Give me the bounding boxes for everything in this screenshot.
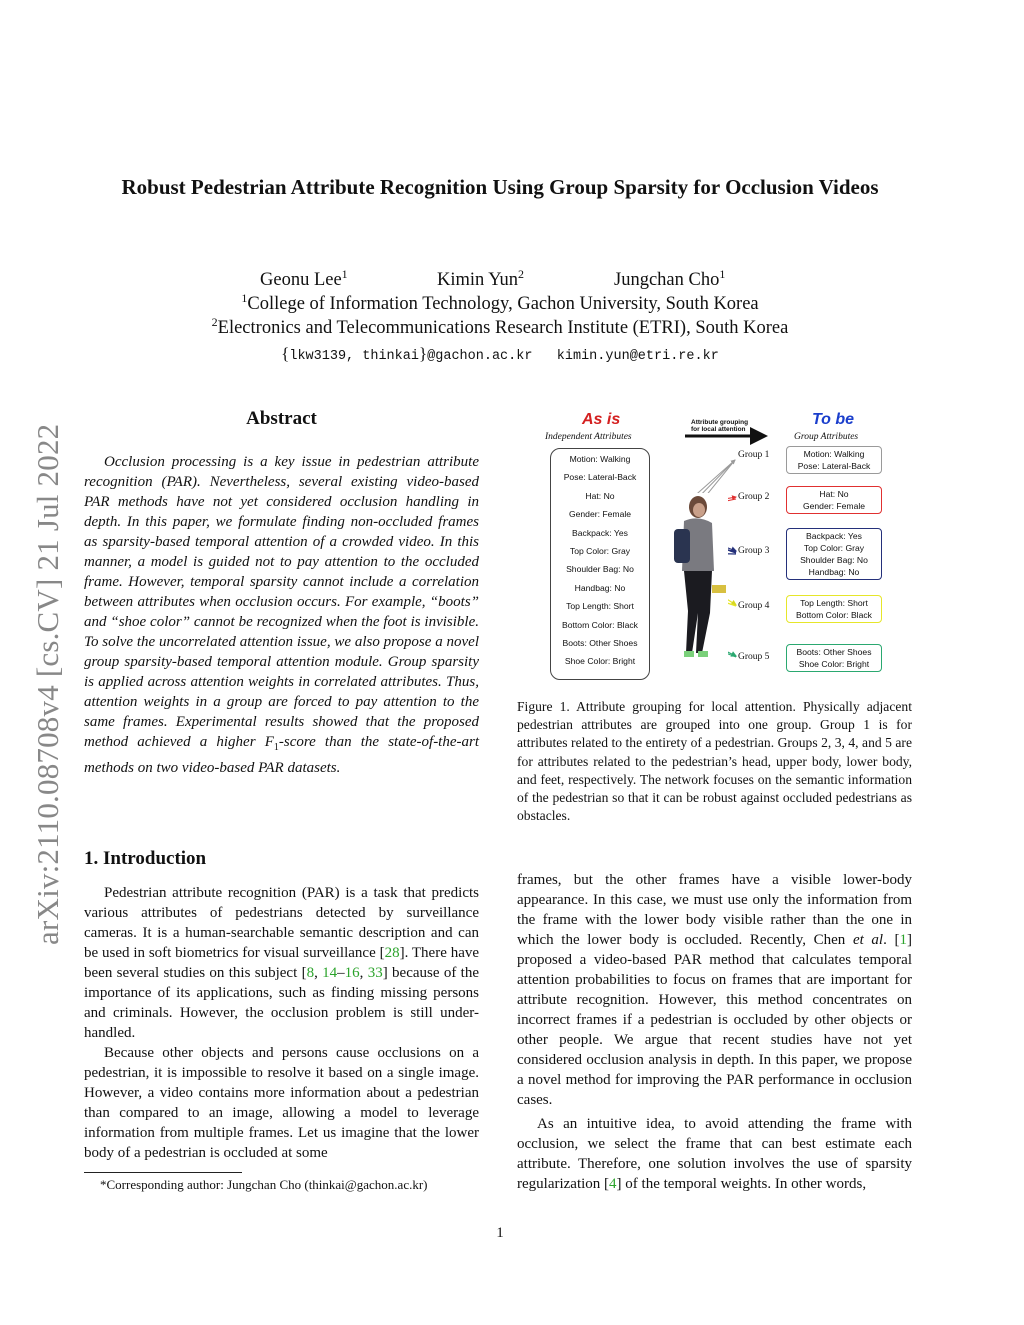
group-item: Backpack: Yes: [806, 531, 862, 541]
attribute-item: Hat: No: [585, 490, 615, 501]
paper-title: Robust Pedestrian Attribute Recognition Using Group Sparsity for Occlusion Videos: [121, 175, 879, 199]
attribute-item: Motion: Walking: [569, 454, 631, 464]
intro-paragraph-2: Because other objects and persons cause occlusions on a pedestrian, it is impossible to resolve it based on a single image. However, a video contains more information about a pedestrian than compared to an image, allowing a model to leverage information from multiple frames. Let us imagine that the lower body of a pedestrian is occluded at some: [84, 1045, 479, 1161]
attribute-item: Bottom Color: Black: [562, 619, 638, 630]
citation-link[interactable]: 28: [384, 945, 400, 961]
footnote: *Corresponding author: Jungchan Cho (thinkai@gachon.ac.kr): [100, 1177, 428, 1192]
group-2-label: Group 2: [738, 492, 770, 502]
footnote-divider: [84, 1172, 242, 1173]
right-paragraph-2: As an intuitive idea, to avoid attending the frame with occlusion, we select the frame that can best estimate each attribute. Therefore, one solution involves the use of sparsity regularization [4] of the temporal weights. In other words,: [517, 1116, 912, 1192]
author-2: Kimin Yun$^2$: [437, 267, 525, 290]
intro-left-column: [84, 883, 479, 1163]
group-item: Boots: Other Shoes: [796, 647, 872, 657]
group-item: Handbag: No: [808, 567, 860, 577]
group-item: Hat: No: [819, 489, 849, 499]
author-emails: {lkw3139, thinkai}@gachon.ac.kr kimin.yun@etri.re.kr: [281, 344, 719, 364]
pedestrian-image: [666, 493, 728, 663]
attribute-item: Boots: Other Shoes: [562, 638, 638, 648]
group-4-box: [786, 595, 882, 623]
group-1-box: [786, 446, 882, 474]
affiliation-1: $^1$College of Information Technology, Gachon University, South Korea: [241, 291, 759, 314]
author-1: Geonu Lee$^1$: [260, 267, 348, 290]
group-4-label: Group 4: [738, 601, 770, 611]
citation-link[interactable]: 8: [306, 965, 315, 981]
group-2-box: [786, 486, 882, 514]
attribute-item: Gender: Female: [568, 509, 632, 520]
intro-paragraph-1: Pedestrian attribute recognition (PAR) is a task that predicts various attributes of pedestrians detected by surveillance cameras. It is a human-searchable semantic description and can be used in soft biometrics for visual surveillance [28]. There have been several studies on this subject [8, 14–16, 33] because of the importance of its applications, such as finding missing persons and criminals. However, the occlusion problem is still under-handled.: [84, 885, 480, 1041]
intro-right-column: [517, 870, 912, 1194]
citation-link[interactable]: 4: [609, 1176, 617, 1192]
group-3-label: Group 3: [738, 546, 770, 556]
attribute-item: Pose: Lateral-Back: [563, 472, 637, 483]
group-3-box: [786, 528, 882, 580]
intro-heading: 1. Introduction: [84, 848, 207, 869]
abstract-text: Occlusion processing is a key issue in pedestrian attribute recognition (PAR). Nevertheless, several existing video-based PAR methods have not yet considered occlusion handling in depth. In this paper, we formulate finding non-occluded frames as sparsity-based temporal attention of a crowded video. In this manner, a model is guided not to pay attention to the occluded frame. However, temporal sparsity cannot include a correlation between attributes when occlusion occurs. For example, “boots” and “shoe color” cannot be recognized when the foot is invisible. To solve the uncorrelated attention issue, we also propose a novel group sparsity-based temporal attention module. Group sparsity is applied across attention weights in correlated attributes. Thus, attention weights in a group are forced to pay attention to the same frames. Experimental results showed that the proposed method achieved a higher $F_1$-score than the state-of-the-art methods on two video-based PAR datasets.: [84, 454, 480, 776]
abstract-heading: Abstract: [246, 408, 317, 429]
affiliation-2: $^2$Electronics and Telecommunications Research Institute (ETRI), South Korea: [211, 315, 789, 338]
to-be-label: To be: [812, 411, 855, 428]
arrow-label: Attribute grouping for local attention: [691, 419, 749, 433]
as-is-label: As is: [582, 411, 621, 428]
group-item: Pose: Lateral-Back: [797, 461, 871, 471]
author-list: [0, 267, 1000, 296]
right-paragraph-1: frames, but the other frames have a visible lower-body appearance. In this case, we must use only the information from the frame with the lower body visible rather than the one in which the lower body is occluded. Recently, Chen et al. [1] proposed a video-based PAR method that calculates temporal attention probabilities to focus on frames that are important for attribute recognition. However, this method concentrates on incorrect frames if a pedestrian is occluded by other objects or other people. We argue that recent studies have not yet considered occlusion analysis in depth. In this paper, we propose a novel method for improving the PAR performance in occlusion cases.: [517, 872, 912, 1108]
citation-link[interactable]: 16: [344, 965, 360, 981]
attribute-list: [550, 448, 650, 680]
group-item: Shoulder Bag: No: [800, 555, 868, 565]
group-item: Shoe Color: Bright: [798, 659, 870, 669]
group-item: Motion: Walking: [803, 449, 865, 459]
attribute-item: Shoe Color: Bright: [564, 656, 636, 667]
attribute-item: Shoulder Bag: No: [566, 564, 634, 575]
group-item: Bottom Color: Black: [796, 610, 872, 620]
citation-link[interactable]: 1: [899, 932, 907, 948]
attribute-item: Handbag: No: [574, 582, 626, 593]
attribute-item: Backpack: Yes: [572, 527, 628, 538]
group-item: Top Length: Short: [800, 598, 868, 608]
attribute-item: Top Color: Gray: [569, 546, 631, 556]
arxiv-identifier: arXiv:2110.08708v4 [cs.CV] 21 Jul 2022: [30, 423, 65, 945]
figure-caption: Figure 1. Attribute grouping for local attention. Physically adjacent pedestrian attributes are grouped into one group. Group 1 is for attributes related to the entirety of a pedestrian. Groups 2, 3, 4, and 5 are for attributes related to the pedestrian’s head, upper body, lower body, and feet, respectively. The network focuses on the semantic information of the pedestrian so that it can be robust against occluded pedestrians as obstacles.: [517, 699, 912, 824]
group-item: Top Color: Gray: [803, 543, 865, 553]
group-1-label: Group 1: [738, 450, 770, 460]
group-item: Gender: Female: [802, 501, 866, 511]
as-is-subtitle: Independent Attributes: [545, 432, 632, 442]
citation-link[interactable]: 14: [322, 965, 338, 981]
attribute-item: Top Length: Short: [566, 601, 634, 612]
citation-link[interactable]: 33: [367, 965, 383, 981]
author-3: Jungchan Cho$^1$: [614, 267, 726, 290]
figure-1: [540, 408, 892, 688]
group-5-box: [786, 644, 882, 672]
to-be-subtitle: Group Attributes: [794, 432, 859, 442]
group-5-label: Group 5: [738, 652, 770, 662]
page-number: 1: [496, 1225, 504, 1241]
